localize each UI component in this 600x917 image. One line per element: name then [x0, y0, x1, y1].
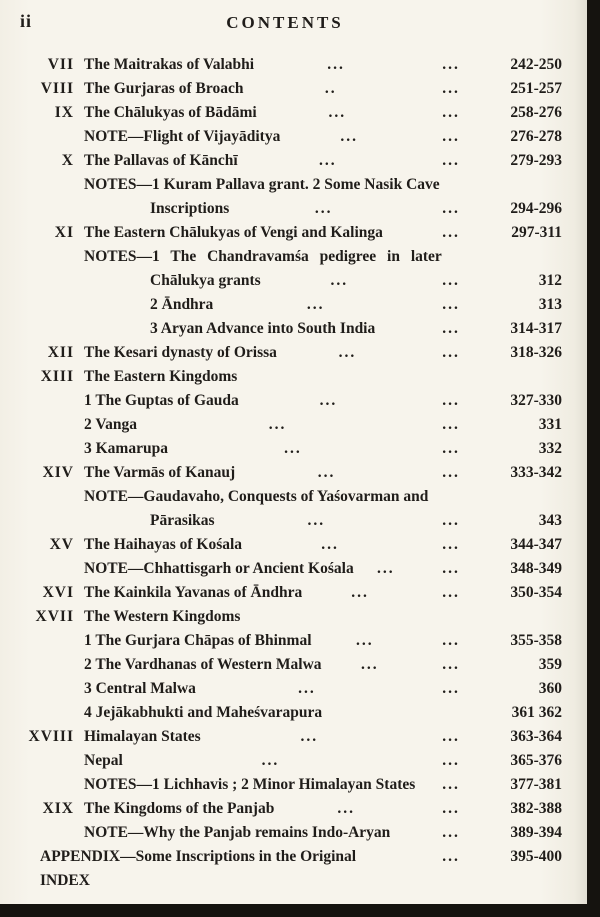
- leader-dots-2: ...: [442, 200, 460, 217]
- toc-row: [18, 629, 562, 653]
- toc-row: [18, 485, 562, 509]
- chapter-numeral: XVI: [42, 584, 74, 601]
- entry-text: The Eastern Kingdoms: [84, 368, 238, 385]
- leader-dots-2: ...: [442, 800, 460, 817]
- entry-text: Nepal: [84, 752, 123, 769]
- leader-dots-2: ...: [442, 104, 460, 121]
- toc-row: [18, 413, 562, 437]
- page-header: [0, 0, 600, 43]
- leader-dots-1: ...: [377, 560, 395, 577]
- entry-text: The Western Kingdoms: [84, 608, 241, 625]
- page-range: 294-296: [510, 200, 562, 217]
- entry-text: Inscriptions: [150, 200, 230, 217]
- entry-text: 2 Āndhra: [150, 296, 214, 313]
- leader-dots-1: ...: [261, 752, 280, 769]
- leader-dots-1: ...: [337, 800, 355, 817]
- toc-row: [18, 821, 562, 845]
- toc-row: [18, 845, 562, 869]
- entry-text: NOTES—1 Kuram Pallava grant. 2 Some Nasik Cave: [84, 176, 440, 193]
- entry-text: NOTES—1 Lichhavis ; 2 Minor Himalayan States: [84, 776, 416, 793]
- toc-row: [18, 869, 562, 893]
- leader-dots-1: ..: [324, 80, 337, 97]
- leader-dots-2: ...: [442, 416, 460, 433]
- toc-row: [18, 293, 562, 317]
- entry-text: INDEX: [40, 872, 90, 889]
- entry-text: The Kainkila Yavanas of Āndhra: [84, 584, 303, 601]
- entry-text: The Kingdoms of the Panjab: [84, 800, 275, 817]
- page-range: 297-311: [511, 224, 562, 241]
- leader-dots-2: ...: [442, 320, 460, 337]
- leader-dots-1: ...: [351, 584, 369, 601]
- leader-dots-1: ...: [360, 656, 379, 673]
- page-range: 348-349: [510, 560, 562, 577]
- leader-dots-2: ...: [442, 56, 460, 73]
- toc-row: [18, 365, 562, 389]
- toc-row: [18, 605, 562, 629]
- entry-text: The Pallavas of Kānchī: [84, 152, 238, 169]
- toc-row: [18, 173, 562, 197]
- leader-dots-2: ...: [442, 344, 460, 361]
- leader-dots-1: ...: [340, 128, 358, 145]
- toc-row: [18, 341, 562, 365]
- leader-dots-2: ...: [442, 440, 460, 457]
- page-range: 377-381: [510, 776, 562, 793]
- leader-dots-1: ...: [300, 728, 319, 745]
- leader-dots-1: ...: [319, 392, 338, 409]
- page-range: 314-317: [510, 320, 562, 337]
- page-heading: CONTENTS: [226, 13, 344, 32]
- toc-row: [18, 797, 562, 821]
- toc-row: [18, 653, 562, 677]
- leader-dots-2: ...: [442, 512, 460, 529]
- leader-dots-1: ...: [338, 344, 357, 361]
- chapter-numeral: XII: [47, 344, 74, 361]
- entry-text: 3 Central Malwa: [84, 680, 196, 697]
- entry-text: 3 Kamarupa: [84, 440, 168, 457]
- toc-row: [18, 77, 562, 101]
- leader-dots-1: ...: [268, 416, 287, 433]
- chapter-numeral: XVIII: [28, 728, 74, 745]
- page-range: 327-330: [510, 392, 562, 409]
- page-range: 363-364: [510, 728, 562, 745]
- leader-dots-1: ...: [284, 440, 302, 457]
- page-range: 389-394: [510, 824, 562, 841]
- toc-row: [18, 557, 562, 581]
- leader-dots-2: ...: [442, 728, 460, 745]
- entry-text: The Gurjaras of Broach: [84, 80, 244, 97]
- leader-dots-1: ...: [319, 152, 337, 169]
- page-range: 332: [538, 440, 562, 457]
- page-range: 331: [538, 416, 562, 433]
- toc-row: [18, 317, 562, 341]
- page-range: 355-358: [510, 632, 562, 649]
- chapter-numeral: VIII: [40, 80, 74, 97]
- leader-dots-2: ...: [442, 824, 460, 841]
- leader-dots-2: ...: [442, 272, 460, 289]
- entry-text: Himalayan States: [84, 728, 201, 745]
- toc-row: [18, 533, 562, 557]
- page-range: 344-347: [510, 536, 562, 553]
- toc-row: [18, 389, 562, 413]
- leader-dots-1: ...: [355, 632, 374, 649]
- toc-row: [18, 509, 562, 533]
- entry-text: NOTES—1 The Chandravamśa pedigree in later: [84, 248, 442, 265]
- page-range: 279-293: [510, 152, 562, 169]
- toc-row: [18, 701, 562, 725]
- page-range: 333-342: [510, 464, 562, 481]
- entry-text: Pārasikas: [150, 512, 215, 529]
- page-range: 276-278: [510, 128, 562, 145]
- toc-row: [18, 725, 562, 749]
- entry-text: The Maitrakas of Valabhi: [84, 56, 255, 73]
- leader-dots-2: ...: [442, 680, 460, 697]
- page-range: 242-250: [510, 56, 562, 73]
- leader-dots-2: ...: [442, 296, 460, 313]
- chapter-numeral: XI: [54, 224, 74, 241]
- entry-text: 3 Aryan Advance into South India: [150, 320, 376, 337]
- entry-text: 2 The Vardhanas of Western Malwa: [84, 656, 322, 673]
- page-range: 395-400: [510, 848, 562, 865]
- leader-dots-1: ...: [306, 296, 325, 313]
- leader-dots-2: ...: [442, 656, 460, 673]
- chapter-numeral: XIV: [42, 464, 74, 481]
- page-range: 343: [538, 512, 562, 529]
- leader-dots-2: ...: [442, 224, 460, 241]
- leader-dots-2: ...: [442, 80, 460, 97]
- toc-row: [18, 461, 562, 485]
- toc-row: [18, 245, 562, 269]
- leader-dots-1: ...: [314, 200, 333, 217]
- entry-text: Chālukya grants: [150, 272, 261, 289]
- leader-dots-2: ...: [442, 128, 460, 145]
- page-range: 318-326: [510, 344, 562, 361]
- toc-row: [18, 269, 562, 293]
- page-range: 350-354: [510, 584, 562, 601]
- leader-dots-2: ...: [442, 152, 460, 169]
- leader-dots-2: ...: [442, 392, 460, 409]
- leader-dots-1: ...: [298, 680, 316, 697]
- chapter-numeral: XIII: [40, 368, 74, 385]
- chapter-numeral: XIX: [42, 800, 74, 817]
- chapter-numeral: IX: [54, 104, 74, 121]
- toc-row: [18, 581, 562, 605]
- entry-text: The Haihayas of Kośala: [84, 536, 243, 553]
- leader-dots-2: ...: [442, 632, 460, 649]
- chapter-numeral: XVII: [35, 608, 74, 625]
- leader-dots-2: ...: [442, 584, 460, 601]
- page-range: 258-276: [510, 104, 562, 121]
- leader-dots-2: ...: [442, 776, 460, 793]
- scan-edge-right: [587, 0, 600, 917]
- chapter-numeral: XV: [49, 536, 74, 553]
- toc-row: [18, 101, 562, 125]
- page-range: 251-257: [510, 80, 562, 97]
- page-range: 361 362: [511, 704, 562, 721]
- leader-dots-1: ...: [307, 512, 326, 529]
- entry-text: 2 Vanga: [84, 416, 137, 433]
- toc-row: [18, 437, 562, 461]
- page-range: 359: [538, 656, 562, 673]
- chapter-numeral: X: [61, 152, 74, 169]
- toc-row: [18, 197, 562, 221]
- page-range: 360: [538, 680, 562, 697]
- leader-dots-1: ...: [321, 536, 339, 553]
- entry-text: 4 Jejākabhukti and Maheśvarapura: [84, 704, 323, 721]
- entry-text: NOTE—Chhattisgarh or Ancient Kośala: [84, 560, 354, 577]
- entry-text: The Kesari dynasty of Orissa: [84, 344, 277, 361]
- leader-dots-1: ...: [317, 464, 336, 481]
- toc-row: [18, 53, 562, 77]
- chapter-numeral: VII: [47, 56, 74, 73]
- leader-dots-2: ...: [442, 752, 460, 769]
- entry-text: NOTE—Gaudavaho, Conquests of Yaśovarman and: [84, 488, 429, 505]
- entry-text: 1 The Guptas of Gauda: [84, 392, 239, 409]
- leader-dots-2: ...: [442, 848, 460, 865]
- entry-text: 1 The Gurjara Chāpas of Bhinmal: [84, 632, 312, 649]
- toc-row: [18, 221, 562, 245]
- leader-dots-2: ...: [442, 560, 460, 577]
- leader-dots-2: ...: [442, 536, 460, 553]
- leader-dots-1: ...: [328, 104, 347, 121]
- toc-row: [18, 773, 562, 797]
- toc: [18, 53, 562, 893]
- entry-text: APPENDIX—Some Inscriptions in the Original: [40, 848, 357, 865]
- page-range: 312: [538, 272, 562, 289]
- page-range: 313: [538, 296, 562, 313]
- entry-text: The Varmās of Kanauj: [84, 464, 236, 481]
- entry-text: The Eastern Chālukyas of Vengi and Kalinga: [84, 224, 383, 241]
- page-range: 365-376: [510, 752, 562, 769]
- leader-dots-1: ...: [330, 272, 349, 289]
- toc-row: [18, 125, 562, 149]
- toc-row: [18, 749, 562, 773]
- leader-dots-1: ...: [327, 56, 345, 73]
- entry-text: NOTE—Why the Panjab remains Indo-Aryan: [84, 824, 391, 841]
- entry-text: The Chālukyas of Bādāmi: [84, 104, 257, 121]
- toc-row: [18, 677, 562, 701]
- folio-number: ii: [20, 11, 33, 31]
- entry-text: NOTE—Flight of Vijayāditya: [84, 128, 281, 145]
- leader-dots-2: ...: [442, 464, 460, 481]
- page-range: 382-388: [510, 800, 562, 817]
- toc-row: [18, 149, 562, 173]
- scan-edge-bottom: [0, 904, 600, 917]
